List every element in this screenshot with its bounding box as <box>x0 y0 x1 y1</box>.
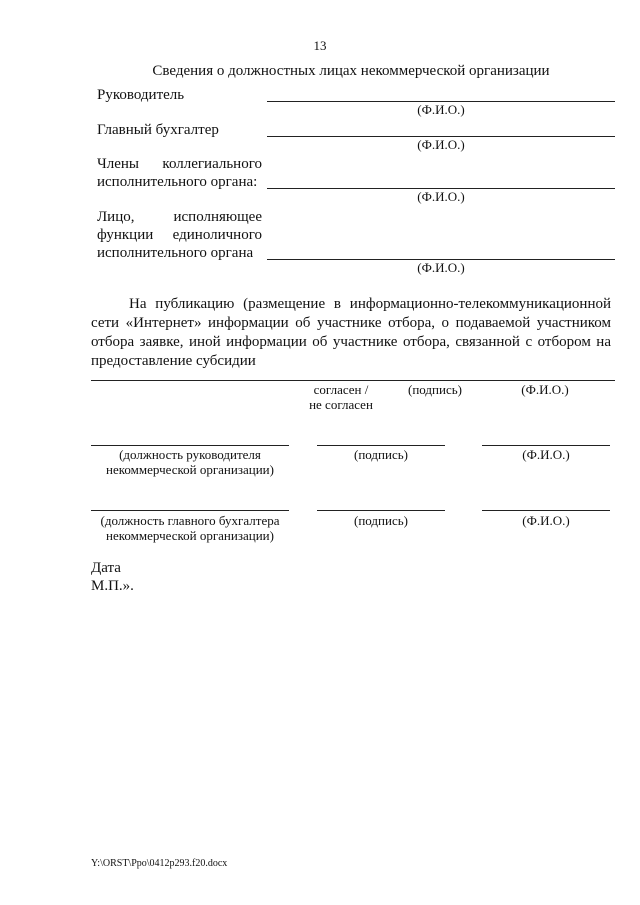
accountant-signature-caption: (подпись) <box>354 513 408 528</box>
consent-choice-caption-line2: не согласен <box>309 397 373 412</box>
date-label: Дата <box>91 560 121 576</box>
section-title: Сведения о должностных лицах некоммерческой организации <box>152 63 550 79</box>
page-number: 13 <box>313 38 327 53</box>
head-position-caption-line2: некоммерческой организации) <box>106 462 274 477</box>
stamp-label: М.П.». <box>91 578 134 594</box>
head-signature-caption: (подпись) <box>354 447 408 462</box>
official-label-sole-line2: функции единоличного <box>97 227 262 243</box>
official-board-fio-caption: (Ф.И.О.) <box>417 189 465 204</box>
accountant-position-caption-line2: некоммерческой организации) <box>106 528 274 543</box>
consent-signature-line <box>91 380 615 381</box>
accountant-signature-line <box>317 510 445 511</box>
official-label-sole-line3: исполнительного органа <box>97 245 254 261</box>
official-label-head: Руководитель <box>97 87 185 103</box>
consent-fio-caption: (Ф.И.О.) <box>521 382 569 397</box>
official-label-sole-line1: Лицо, исполняющее <box>97 209 262 225</box>
head-position-line <box>91 445 289 446</box>
head-signature-line <box>317 445 445 446</box>
accountant-fio-caption: (Ф.И.О.) <box>522 513 570 528</box>
official-label-accountant: Главный бухгалтер <box>97 122 219 138</box>
official-label-board-line1: Члены коллегиального <box>97 156 262 172</box>
accountant-position-line <box>91 510 289 511</box>
official-accountant-fio-caption: (Ф.И.О.) <box>417 137 465 152</box>
consent-paragraph-text: На публикацию (размещение в информационно-телекоммуникационной сети «Интернет» информации об участнике отбора, о подаваемой участником отбора заявке, иной информации об участнике отбора, связанной с отбором на предоставление субсидии <box>91 296 611 369</box>
consent-paragraph <box>91 295 611 371</box>
accountant-position-caption-line1: (должность главного бухгалтера <box>100 513 280 528</box>
head-fio-caption: (Ф.И.О.) <box>522 447 570 462</box>
consent-signature-caption: (подпись) <box>408 382 462 397</box>
footer-file-path: Y:\ORST\Ppo\0412p293.f20.docx <box>91 858 228 869</box>
official-sole-fio-caption: (Ф.И.О.) <box>417 260 465 275</box>
official-label-board-line2: исполнительного органа: <box>97 174 258 190</box>
head-position-caption-line1: (должность руководителя <box>119 447 261 462</box>
consent-choice-caption-line1: согласен / <box>313 382 369 397</box>
accountant-fio-line <box>482 510 610 511</box>
head-fio-line <box>482 445 610 446</box>
official-head-fio-caption: (Ф.И.О.) <box>417 102 465 117</box>
